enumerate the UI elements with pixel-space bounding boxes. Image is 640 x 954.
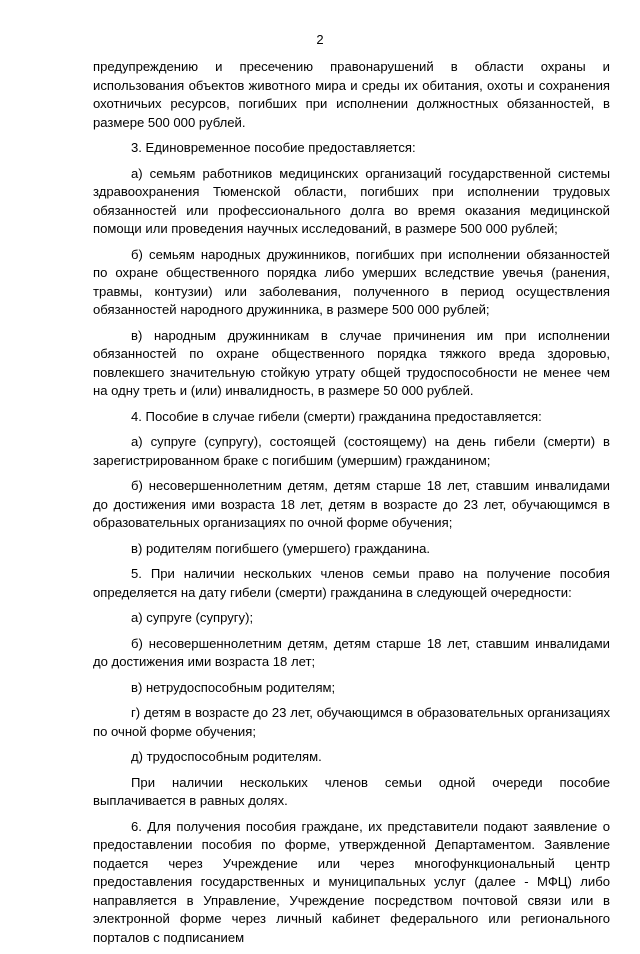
paragraph-section-4-a: а) супруге (супругу), состоящей (состоящему) на день гибели (смерти) в зарегистрированном браке с погибшим (умершим) гражданином; bbox=[93, 434, 610, 468]
page-number: 2 bbox=[316, 32, 324, 47]
paragraph-section-3-v: в) народным дружинникам в случае причинения им при исполнении обязанностей по охране общественного порядка тяжкого вреда здоровью, повлекшего значительную стойкую утрату общей трудоспособности не менее чем на одну треть и (или) инвалидность, в размере 50 000 рублей. bbox=[93, 327, 610, 398]
paragraph-section-3-a: а) семьям работников медицинских организаций государственной системы здравоохранения Тюменской области, погибших при исполнении трудовых обязанностей или профессионального долга во время оказания медицинской помощи или проведения научных исследований, в размере 500 000 рублей; bbox=[93, 165, 610, 236]
paragraph-section-5-heading: 5. При наличии нескольких членов семьи право на получение пособия определяется на дату гибели (смерти) гражданина в следующей очередности: bbox=[93, 566, 610, 600]
document-body bbox=[93, 58, 610, 954]
paragraph-section-5-b: б) несовершеннолетним детям, детям старше 18 лет, ставшим инвалидами до достижения ими возраста 18 лет; bbox=[93, 635, 610, 669]
paragraph-equal-shares: При наличии нескольких членов семьи одной очереди пособие выплачивается в равных долях. bbox=[93, 774, 610, 808]
paragraph-section-5-a: а) супруге (супругу); bbox=[131, 610, 254, 625]
paragraph-section-3-b: б) семьям народных дружинников, погибших при исполнении обязанностей по охране общественного порядка либо умерших вследствие увечья (ранения, травмы, контузии) или заболевания, полученного в период осуществления обязанностей народного дружинника, в размере 500 000 рублей; bbox=[93, 246, 610, 317]
paragraph-section-5-d: д) трудоспособным родителям. bbox=[131, 749, 322, 764]
paragraph-section-6: 6. Для получения пособия граждане, их представители подают заявление о предоставлении пособия по форме, утвержденной Департаментом. Заявление подается через Учреждение или через многофункциональный центр предоставления государственных и муниципальных услуг (далее - МФЦ) либо направляется в Управление, Учреждение посредством почтовой связи или в электронной форме через личный кабинет федерального или регионального порталов с подписанием bbox=[93, 818, 610, 945]
paragraph-section-5-g: г) детям в возрасте до 23 лет, обучающимся в образовательных организациях по очной форме обучения; bbox=[93, 705, 610, 739]
paragraph-section-4-v: в) родителям погибшего (умершего) гражданина. bbox=[131, 540, 431, 556]
paragraph-continuation: предупреждению и пресечению правонарушений в области охраны и использования объектов животного мира и среды их обитания, охоты и сохранения охотничьих ресурсов, погибших при исполнении должностных обязанностей, в размере 500 000 рублей. bbox=[93, 59, 610, 130]
paragraph-section-4-heading: 4. Пособие в случае гибели (смерти) гражданина предоставляется: bbox=[131, 408, 542, 424]
paragraph-section-5-v: в) нетрудоспособным родителям; bbox=[131, 679, 336, 695]
paragraph-section-3-heading: 3. Единовременное пособие предоставляется: bbox=[131, 140, 416, 155]
paragraph-section-4-b: б) несовершеннолетним детям, детям старше 18 лет, ставшим инвалидами до достижения ими возраста 18 лет, детям в возрасте до 23 лет, обучающимся в образовательных организациях по очной форме обучения; bbox=[93, 478, 610, 530]
